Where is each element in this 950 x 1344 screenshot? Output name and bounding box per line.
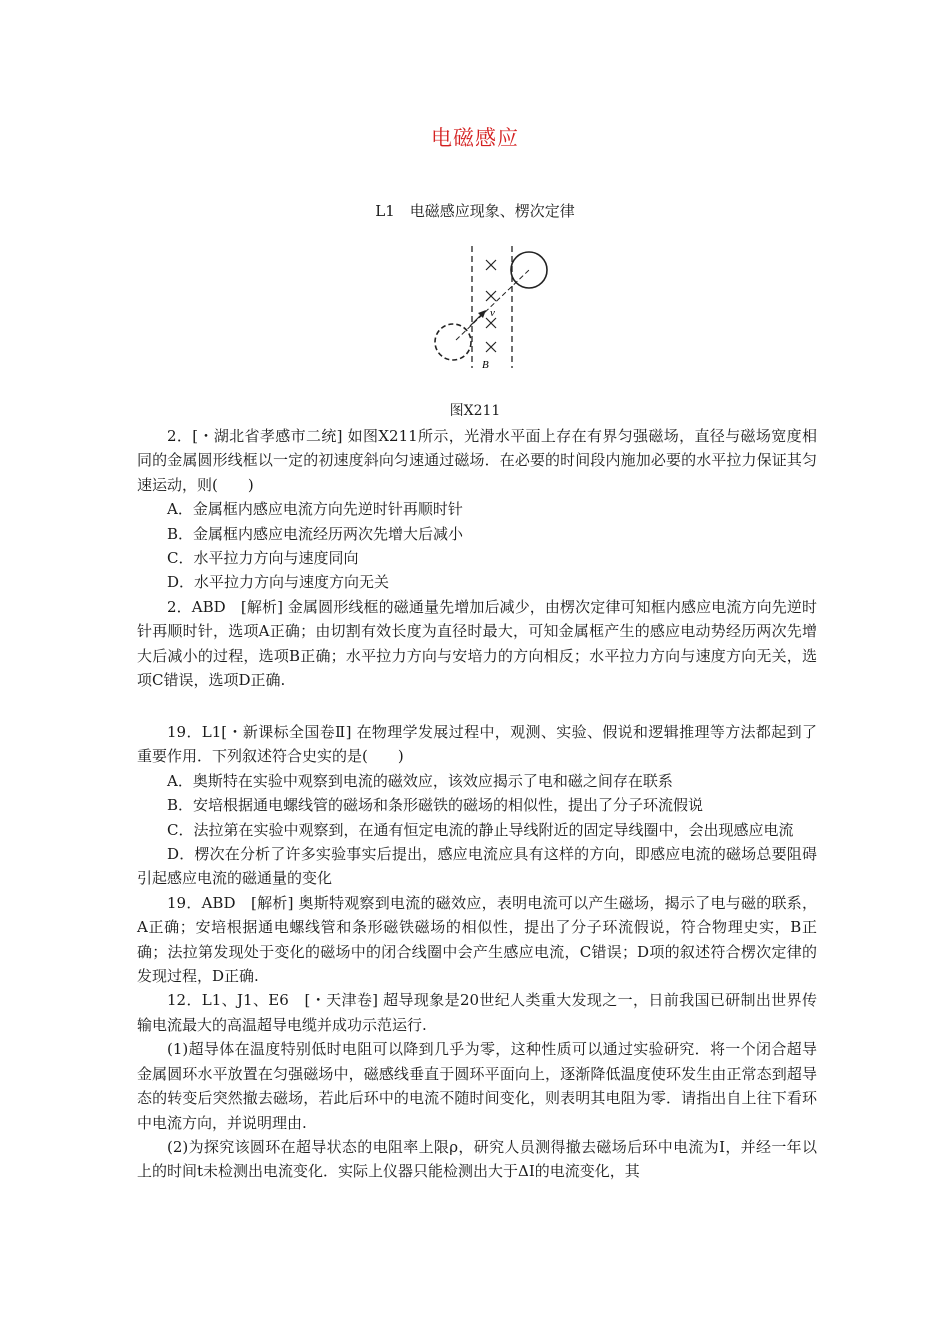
- q2-option-c: C．水平拉力方向与速度同向: [167, 549, 359, 568]
- figure-caption: 图X211: [449, 403, 501, 419]
- q19-option-b: B．安培根据通电螺线管的磁场和条形磁铁的磁场的相似性，提出了分子环流假说: [167, 796, 704, 815]
- figure-x211: [420, 244, 560, 376]
- q2-stem: 2．[・湖北省孝感市二统] 如图X211所示，光滑水平面上存在有界匀强磁场，直径与磁场宽度相同的金属圆形线框以一定的初速度斜向匀速通过磁场．在必要的时间段内施加必要的水平拉力保证其匀速运动，则( ): [137, 427, 817, 494]
- q12-part1: (1)超导体在温度特别低时电阻可以降到几乎为零，这种性质可以通过实验研究．将一个闭合超导金属圆环水平放置在匀强磁场中，磁感线垂直于圆环平面向上，逐渐降低温度使环发生由正常态到超导态的转变后突然撤去磁场，若此后环中的电流不随时间变化，则表明其电阻为零．请指出自上往下看环中电流方向，并说明理由.: [137, 1040, 817, 1132]
- loop-initial-position: [435, 324, 471, 360]
- q19-option-c: C．法拉第在实验中观察到，在通有恒定电流的静止导线附近的固定导线圈中，会出现感应电流: [167, 820, 794, 839]
- label-B: B: [482, 359, 489, 371]
- q2-option-d: D．水平拉力方向与速度方向无关: [167, 573, 390, 592]
- q12-stem: 12．L1、J1、E6 [・天津卷] 超导现象是20世纪人类重大发现之一，日前我国已研制出世界传输电流最大的高温超导电缆并成功示范运行.: [137, 991, 817, 1034]
- q19-answer: 19．ABD [解析] 奥斯特观察到电流的磁效应，表明电流可以产生磁场，揭示了电与磁的联系，A正确；安培根据通电螺线管和条形磁铁磁场的相似性，提出了分子环流假说，符合物理史实，B正确；法拉第发现处于变化的磁场中的闭合线圈中会产生感应电流，C错误；D项的叙述符合楞次定律的发现过程，D正确.: [137, 893, 817, 986]
- question-2: [137, 424, 817, 692]
- q19-option-a: A．奥斯特在实验中观察到电流的磁效应，该效应揭示了电和磁之间存在联系: [167, 771, 673, 790]
- q2-option-b: B．金属框内感应电流经历两次先增大后减小: [167, 524, 464, 543]
- q2-answer: 2．ABD [解析] 金属圆形线框的磁通量先增加后减少，由楞次定律可知框内感应电流方向先逆时针再顺时针，选项A正确；由切割有效长度为直径时最大，可知金属框产生的感应电动势经历两次先增大后减小的过程，选项B正确；水平拉力方向与安培力的方向相反；水平拉力方向与速度方向无关，选项C错误，选项D正确.: [137, 597, 817, 690]
- q19-option-d: D．楞次在分析了许多实验事实后提出，感应电流应具有这样的方向，即感应电流的磁场总要阻碍引起感应电流的磁通量的变化: [137, 845, 817, 888]
- question-19: [137, 720, 817, 1184]
- q2-option-a: A．金属框内感应电流方向先逆时针再顺时针: [167, 500, 463, 519]
- section-heading: L1 电磁感应现象、楞次定律: [375, 202, 575, 220]
- q19-stem: 19．L1[・新课标全国卷Ⅱ] 在物理学发展过程中，观测、实验、假说和逻辑推理等方法都起到了重要作用．下列叙述符合史实的是( ): [137, 723, 817, 766]
- q12-part2: (2)为探究该圆环在超导状态的电阻率上限ρ，研究人员测得撤去磁场后环中电流为I，并经一年以上的时间t未检测出电流变化．实际上仪器只能检测出大于ΔI的电流变化，其: [137, 1137, 817, 1181]
- magnetic-field-diagram: [420, 244, 560, 376]
- label-v: v: [490, 307, 495, 319]
- page-title: 电磁感应: [431, 126, 519, 150]
